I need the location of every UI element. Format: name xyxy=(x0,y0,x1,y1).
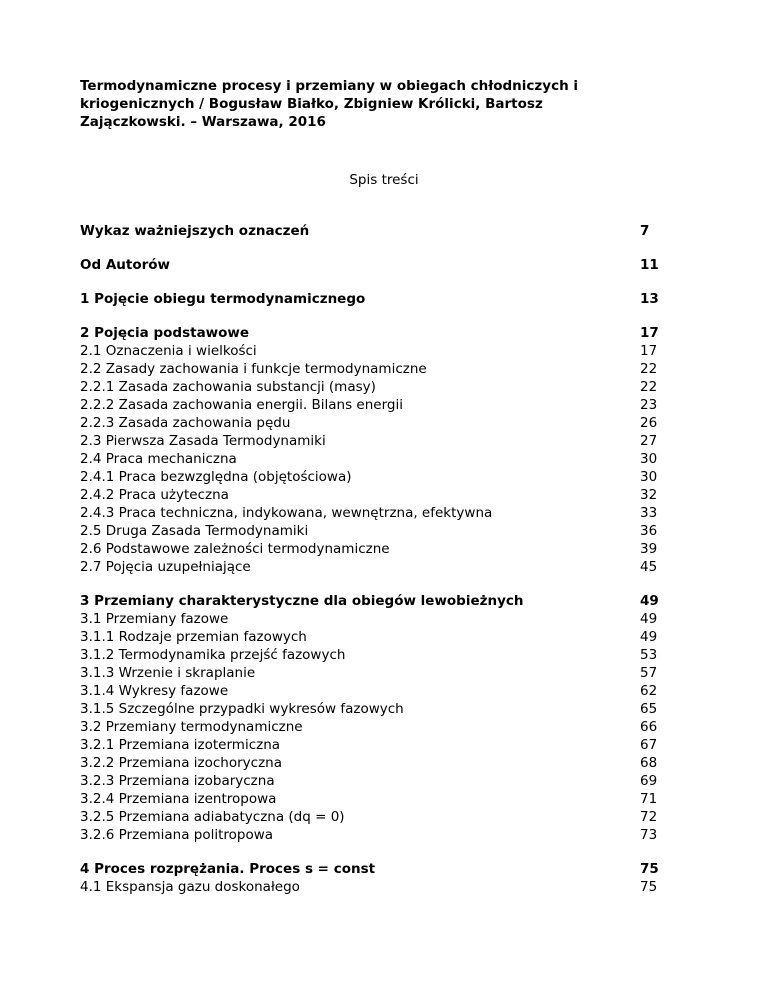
toc-entry-row xyxy=(80,540,680,558)
toc-chapter-page: 17 xyxy=(640,325,659,341)
toc-entry-title: 3.1.1 Rodzaje przemian fazowych xyxy=(80,629,307,645)
toc-entry-page: 22 xyxy=(640,379,658,395)
toc-section xyxy=(80,860,680,896)
toc-chapter-title: Od Autorów xyxy=(80,257,171,273)
toc-chapter-title: 4 Proces rozprężania. Proces s = const xyxy=(80,861,376,877)
toc-entry-title: 3.2.3 Przemiana izobaryczna xyxy=(80,773,275,789)
toc-entry-page: 23 xyxy=(640,397,658,413)
toc-section-gap xyxy=(80,240,680,256)
toc-entry-title: 3.1.2 Termodynamika przejść fazowych xyxy=(80,647,346,663)
toc-section-gap xyxy=(80,844,680,860)
toc-title: Spis treści xyxy=(349,172,419,188)
toc-entry-row xyxy=(80,378,680,396)
heading-line-2: kriogenicznych / Bogusław Białko, Zbigniew Królicki, Bartosz xyxy=(80,96,543,112)
toc-entry-row xyxy=(80,790,680,808)
toc-entry-row xyxy=(80,414,680,432)
toc-entry-title: 3.2.2 Przemiana izochoryczna xyxy=(80,755,282,771)
toc-entry-title: 2.4 Praca mechaniczna xyxy=(80,451,237,467)
toc-entry-title: 2.5 Druga Zasada Termodynamiki xyxy=(80,523,309,539)
toc-chapter-page: 13 xyxy=(640,291,659,307)
toc-entry-page: 57 xyxy=(640,665,658,681)
toc-chapter-row xyxy=(80,324,680,342)
toc-entry-title: 3.2.5 Przemiana adiabatyczna (dq = 0) xyxy=(80,809,345,825)
toc-entry-page: 45 xyxy=(640,559,658,575)
toc-section xyxy=(80,222,680,240)
toc-entry-title: 2.2 Zasady zachowania i funkcje termodynamiczne xyxy=(80,361,427,377)
toc-entry-page: 73 xyxy=(640,827,658,843)
toc-entry-title: 3.2.1 Przemiana izotermiczna xyxy=(80,737,281,753)
toc-entry-page: 62 xyxy=(640,683,658,699)
toc-entry-row xyxy=(80,610,680,628)
toc-entry-page: 67 xyxy=(640,737,658,753)
toc-entry-page: 65 xyxy=(640,701,658,717)
toc-entry-row xyxy=(80,682,680,700)
toc-entry-page: 17 xyxy=(640,343,658,359)
toc-section xyxy=(80,290,680,308)
toc-entry-title: 2.6 Podstawowe zależności termodynamiczne xyxy=(80,541,390,557)
toc-entry-page: 68 xyxy=(640,755,658,771)
toc-entry-row xyxy=(80,878,680,896)
toc-entry-page: 49 xyxy=(640,629,658,645)
toc-entry-title: 2.7 Pojęcia uzupełniające xyxy=(80,559,251,575)
toc-entry-title: 3.2 Przemiany termodynamiczne xyxy=(80,719,303,735)
toc-entry-title: 2.4.1 Praca bezwzględna (objętościowa) xyxy=(80,469,352,485)
toc-chapter-page: 75 xyxy=(640,861,659,877)
toc-entry-title: 3.2.4 Przemiana izentropowa xyxy=(80,791,277,807)
toc-entry-title: 2.3 Pierwsza Zasada Termodynamiki xyxy=(80,433,326,449)
toc-entry-page: 36 xyxy=(640,523,658,539)
toc-entry-row xyxy=(80,628,680,646)
toc-entry-row xyxy=(80,736,680,754)
toc-chapter-row xyxy=(80,290,680,308)
toc-entry-row xyxy=(80,700,680,718)
document-heading xyxy=(80,77,640,131)
toc-chapter-page: 7 xyxy=(640,223,650,239)
toc-entry-title: 2.4.3 Praca techniczna, indykowana, wewnętrzna, efektywna xyxy=(80,505,493,521)
table-of-contents xyxy=(80,222,680,896)
toc-entry-row xyxy=(80,558,680,576)
toc-chapter-page: 49 xyxy=(640,593,659,609)
heading-line-3: Zajączkowski. – Warszawa, 2016 xyxy=(80,114,326,130)
toc-entry-page: 30 xyxy=(640,451,658,467)
toc-entry-row xyxy=(80,360,680,378)
toc-entry-row xyxy=(80,450,680,468)
toc-chapter-row xyxy=(80,860,680,878)
toc-entry-row xyxy=(80,772,680,790)
toc-chapter-title: 2 Pojęcia podstawowe xyxy=(80,325,250,341)
toc-entry-title: 3.2.6 Przemiana politropowa xyxy=(80,827,274,843)
toc-entry-row xyxy=(80,522,680,540)
toc-chapter-row xyxy=(80,256,680,274)
toc-entry-page: 49 xyxy=(640,611,658,627)
heading-line-1: Termodynamiczne procesy i przemiany w obiegach chłodniczych i xyxy=(80,78,579,94)
toc-chapter-title: 1 Pojęcie obiegu termodynamicznego xyxy=(80,291,366,307)
toc-entry-title: 3.1 Przemiany fazowe xyxy=(80,611,229,627)
toc-entry-page: 71 xyxy=(640,791,658,807)
toc-section xyxy=(80,592,680,844)
toc-entry-row xyxy=(80,664,680,682)
toc-entry-page: 39 xyxy=(640,541,658,557)
toc-entry-page: 66 xyxy=(640,719,658,735)
toc-entry-title: 3.1.4 Wykresy fazowe xyxy=(80,683,229,699)
toc-chapter-title: Wykaz ważniejszych oznaczeń xyxy=(80,223,310,239)
toc-entry-page: 22 xyxy=(640,361,658,377)
toc-chapter-title: 3 Przemiany charakterystyczne dla obiegów lewobieżnych xyxy=(80,593,524,609)
toc-entry-page: 69 xyxy=(640,773,658,789)
toc-entry-row xyxy=(80,468,680,486)
toc-entry-row xyxy=(80,432,680,450)
toc-entry-page: 26 xyxy=(640,415,658,431)
toc-chapter-page: 11 xyxy=(640,257,659,273)
toc-entry-title: 4.1 Ekspansja gazu doskonałego xyxy=(80,879,300,895)
toc-entry-page: 30 xyxy=(640,469,658,485)
toc-entry-page: 33 xyxy=(640,505,658,521)
toc-entry-row xyxy=(80,826,680,844)
toc-entry-row xyxy=(80,486,680,504)
toc-section xyxy=(80,256,680,274)
toc-chapter-row xyxy=(80,222,680,240)
toc-entry-row xyxy=(80,342,680,360)
toc-section-gap xyxy=(80,576,680,592)
toc-entry-row xyxy=(80,808,680,826)
toc-entry-title: 2.2.1 Zasada zachowania substancji (masy) xyxy=(80,379,376,395)
toc-entry-row xyxy=(80,396,680,414)
toc-entry-title: 2.4.2 Praca użyteczna xyxy=(80,487,229,503)
toc-entry-title: 2.2.2 Zasada zachowania energii. Bilans energii xyxy=(80,397,403,413)
toc-entry-title: 2.1 Oznaczenia i wielkości xyxy=(80,343,257,359)
toc-section-gap xyxy=(80,308,680,324)
toc-entry-row xyxy=(80,718,680,736)
toc-entry-page: 32 xyxy=(640,487,658,503)
toc-entry-page: 72 xyxy=(640,809,658,825)
toc-entry-page: 53 xyxy=(640,647,658,663)
toc-entry-page: 75 xyxy=(640,879,658,895)
toc-entry-row xyxy=(80,646,680,664)
toc-entry-title: 3.1.5 Szczególne przypadki wykresów fazowych xyxy=(80,701,404,717)
toc-section-gap xyxy=(80,274,680,290)
toc-entry-row xyxy=(80,504,680,522)
toc-entry-row xyxy=(80,754,680,772)
toc-chapter-row xyxy=(80,592,680,610)
toc-entry-title: 2.2.3 Zasada zachowania pędu xyxy=(80,415,291,431)
toc-entry-page: 27 xyxy=(640,433,658,449)
toc-section xyxy=(80,324,680,576)
toc-entry-title: 3.1.3 Wrzenie i skraplanie xyxy=(80,665,256,681)
